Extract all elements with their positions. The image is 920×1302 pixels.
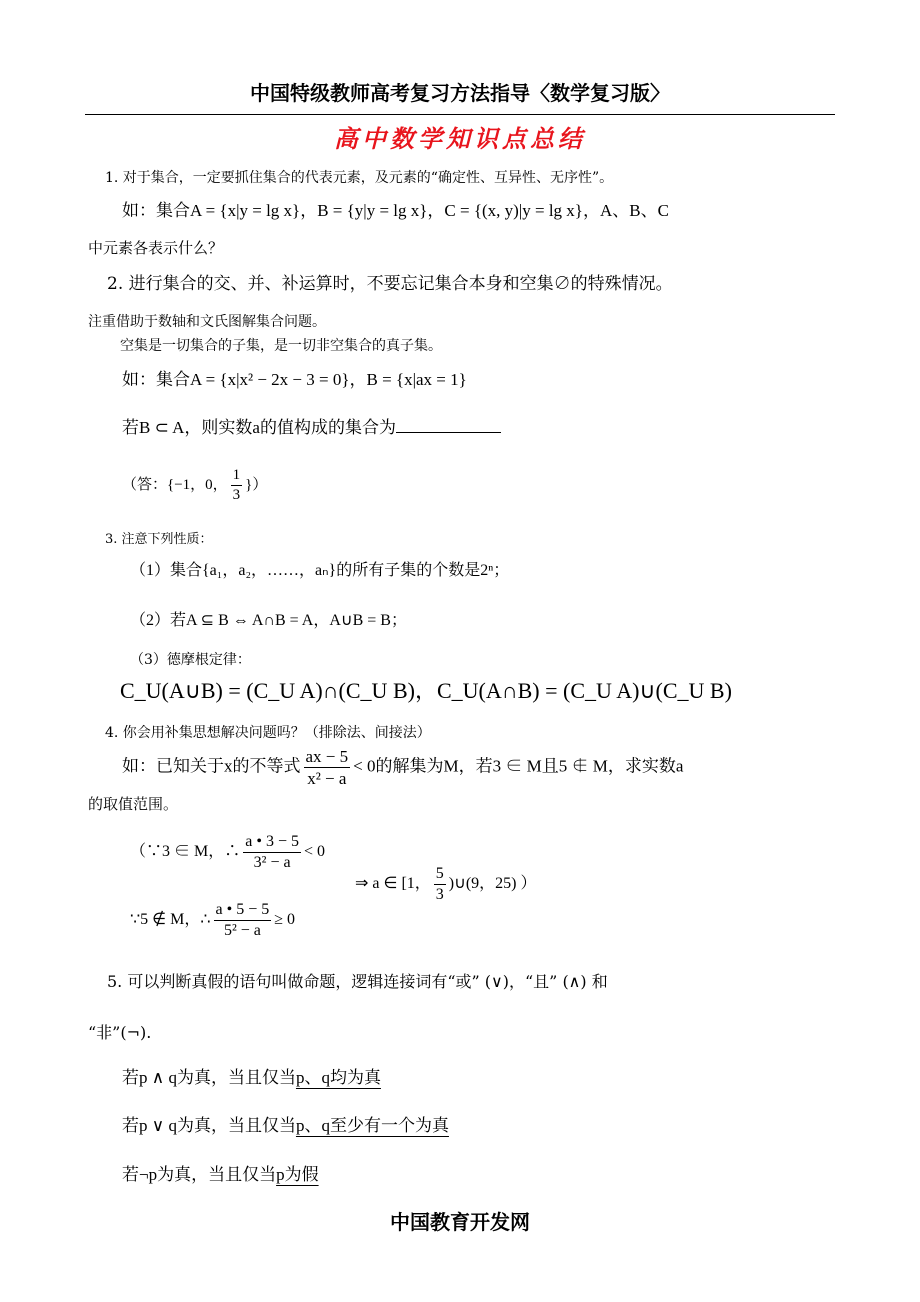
rule-and — [122, 1069, 381, 1086]
denominator: 3 — [232, 487, 241, 503]
result-prefix: ⇒ a ∈ [1， — [355, 875, 431, 893]
solution-step-1 — [130, 834, 325, 871]
step-fraction — [243, 834, 301, 871]
step-suffix: ≥ 0 — [274, 911, 296, 929]
item-3-p2: （2）若A ⊆ B ⇔ A∩B = A，A∪B = B； — [130, 612, 407, 629]
document-title: 高中数学知识点总结 — [334, 124, 586, 153]
header-rule — [85, 114, 835, 115]
answer-suffix: }） — [245, 476, 268, 493]
page-footer: 中国教育开发网 — [390, 1210, 530, 1234]
rule-prefix: 若p ∨ q为真，当且仅当 — [122, 1116, 296, 1135]
numerator: ax − 5 — [305, 747, 349, 766]
item-2-empty: 空集是一切集合的子集，是一切非空集合的真子集。 — [120, 338, 442, 354]
item-1-cont: 中元素各表示什么？ — [88, 239, 224, 257]
rule-underlined: p、q至少有一个为真 — [295, 1116, 449, 1135]
rule-or — [122, 1117, 449, 1134]
answer-blank — [396, 418, 501, 433]
item-3-text: 3. 注意下列性质： — [105, 532, 213, 547]
answer-fraction — [231, 468, 243, 503]
example-prefix: 如：已知关于x的不等式 — [122, 756, 301, 776]
result-suffix: )∪(9，25) ） — [448, 875, 537, 893]
item-3-p1: （1）集合{a₁，a₂，……，aₙ}的所有子集的个数是2ⁿ； — [130, 562, 510, 579]
denominator: 5² − a — [223, 922, 261, 939]
solution-result — [355, 866, 536, 903]
rule-underlined: p为假 — [276, 1165, 319, 1184]
step-fraction — [214, 902, 272, 939]
item-5-cont: “非”(¬). — [88, 1023, 152, 1042]
denominator: x² − a — [307, 769, 347, 788]
item-2-answer — [122, 468, 267, 503]
step-prefix: （∵3 ∈ M，∴ — [130, 843, 241, 861]
page-header-title: 中国特级教师高考复习方法指导〈数学复习版〉 — [250, 81, 670, 105]
rule-not — [122, 1166, 319, 1183]
denominator: 3 — [435, 886, 444, 903]
item-1-text: 1. 对于集合，一定要抓住集合的代表元素，及元素的“确定性、互异性、无序性”。 — [105, 170, 614, 186]
item-4-cont: 的取值范围。 — [88, 795, 179, 813]
item-2-question — [122, 418, 501, 436]
inequality-fraction — [304, 748, 351, 787]
rule-prefix: 若¬p为真，当且仅当 — [122, 1165, 277, 1184]
item-2-text: 2. 进行集合的交、并、补运算时，不要忘记集合本身和空集∅的特殊情况。 — [107, 274, 673, 294]
item-4-text: 4. 你会用补集思想解决问题吗？（排除法、间接法） — [105, 725, 431, 741]
solution-step-2 — [130, 902, 295, 939]
numerator: a • 5 − 5 — [214, 902, 272, 921]
step-prefix: ∵5 ∉ M，∴ — [130, 911, 211, 929]
denominator: 3² − a — [253, 854, 291, 871]
item-2-note: 注重借助于数轴和文氏图解集合问题。 — [88, 314, 326, 330]
step-suffix: < 0 — [303, 843, 325, 861]
de-morgan-law: C_U(A∪B) = (C_U A)∩(C_U B)，C_U(A∩B) = (C_U A)∪(C_U B) — [120, 678, 732, 703]
question-text: 若B ⊂ A，则实数a的值构成的集合为 — [122, 418, 396, 437]
numerator: a • 3 − 5 — [243, 834, 301, 853]
example-suffix: < 0的解集为M，若3 ∈ M且5 ∉ M，求实数a — [353, 756, 684, 776]
rule-underlined: p、q均为真 — [295, 1068, 381, 1087]
answer-prefix: （答：{−1，0， — [122, 476, 228, 493]
item-3-p3: （3）德摩根定律： — [130, 652, 251, 668]
item-4-example — [122, 748, 683, 787]
item-2-example: 如：集合A = {x|x² − 2x − 3 = 0}，B = {x|ax = 1} — [122, 370, 467, 389]
numerator: 5 — [434, 866, 446, 885]
item-1-example: 如：集合A = {x|y = lg x}，B = {y|y = lg x}，C = {(x, y)|y = lg x}，A、B、C — [122, 201, 669, 220]
rule-prefix: 若p ∧ q为真，当且仅当 — [122, 1068, 296, 1087]
numerator: 1 — [231, 468, 243, 486]
item-5-text: 5. 可以判断真假的语句叫做命题，逻辑连接词有“或” (∨)，“且” (∧) 和 — [107, 972, 608, 991]
result-fraction — [434, 866, 446, 903]
